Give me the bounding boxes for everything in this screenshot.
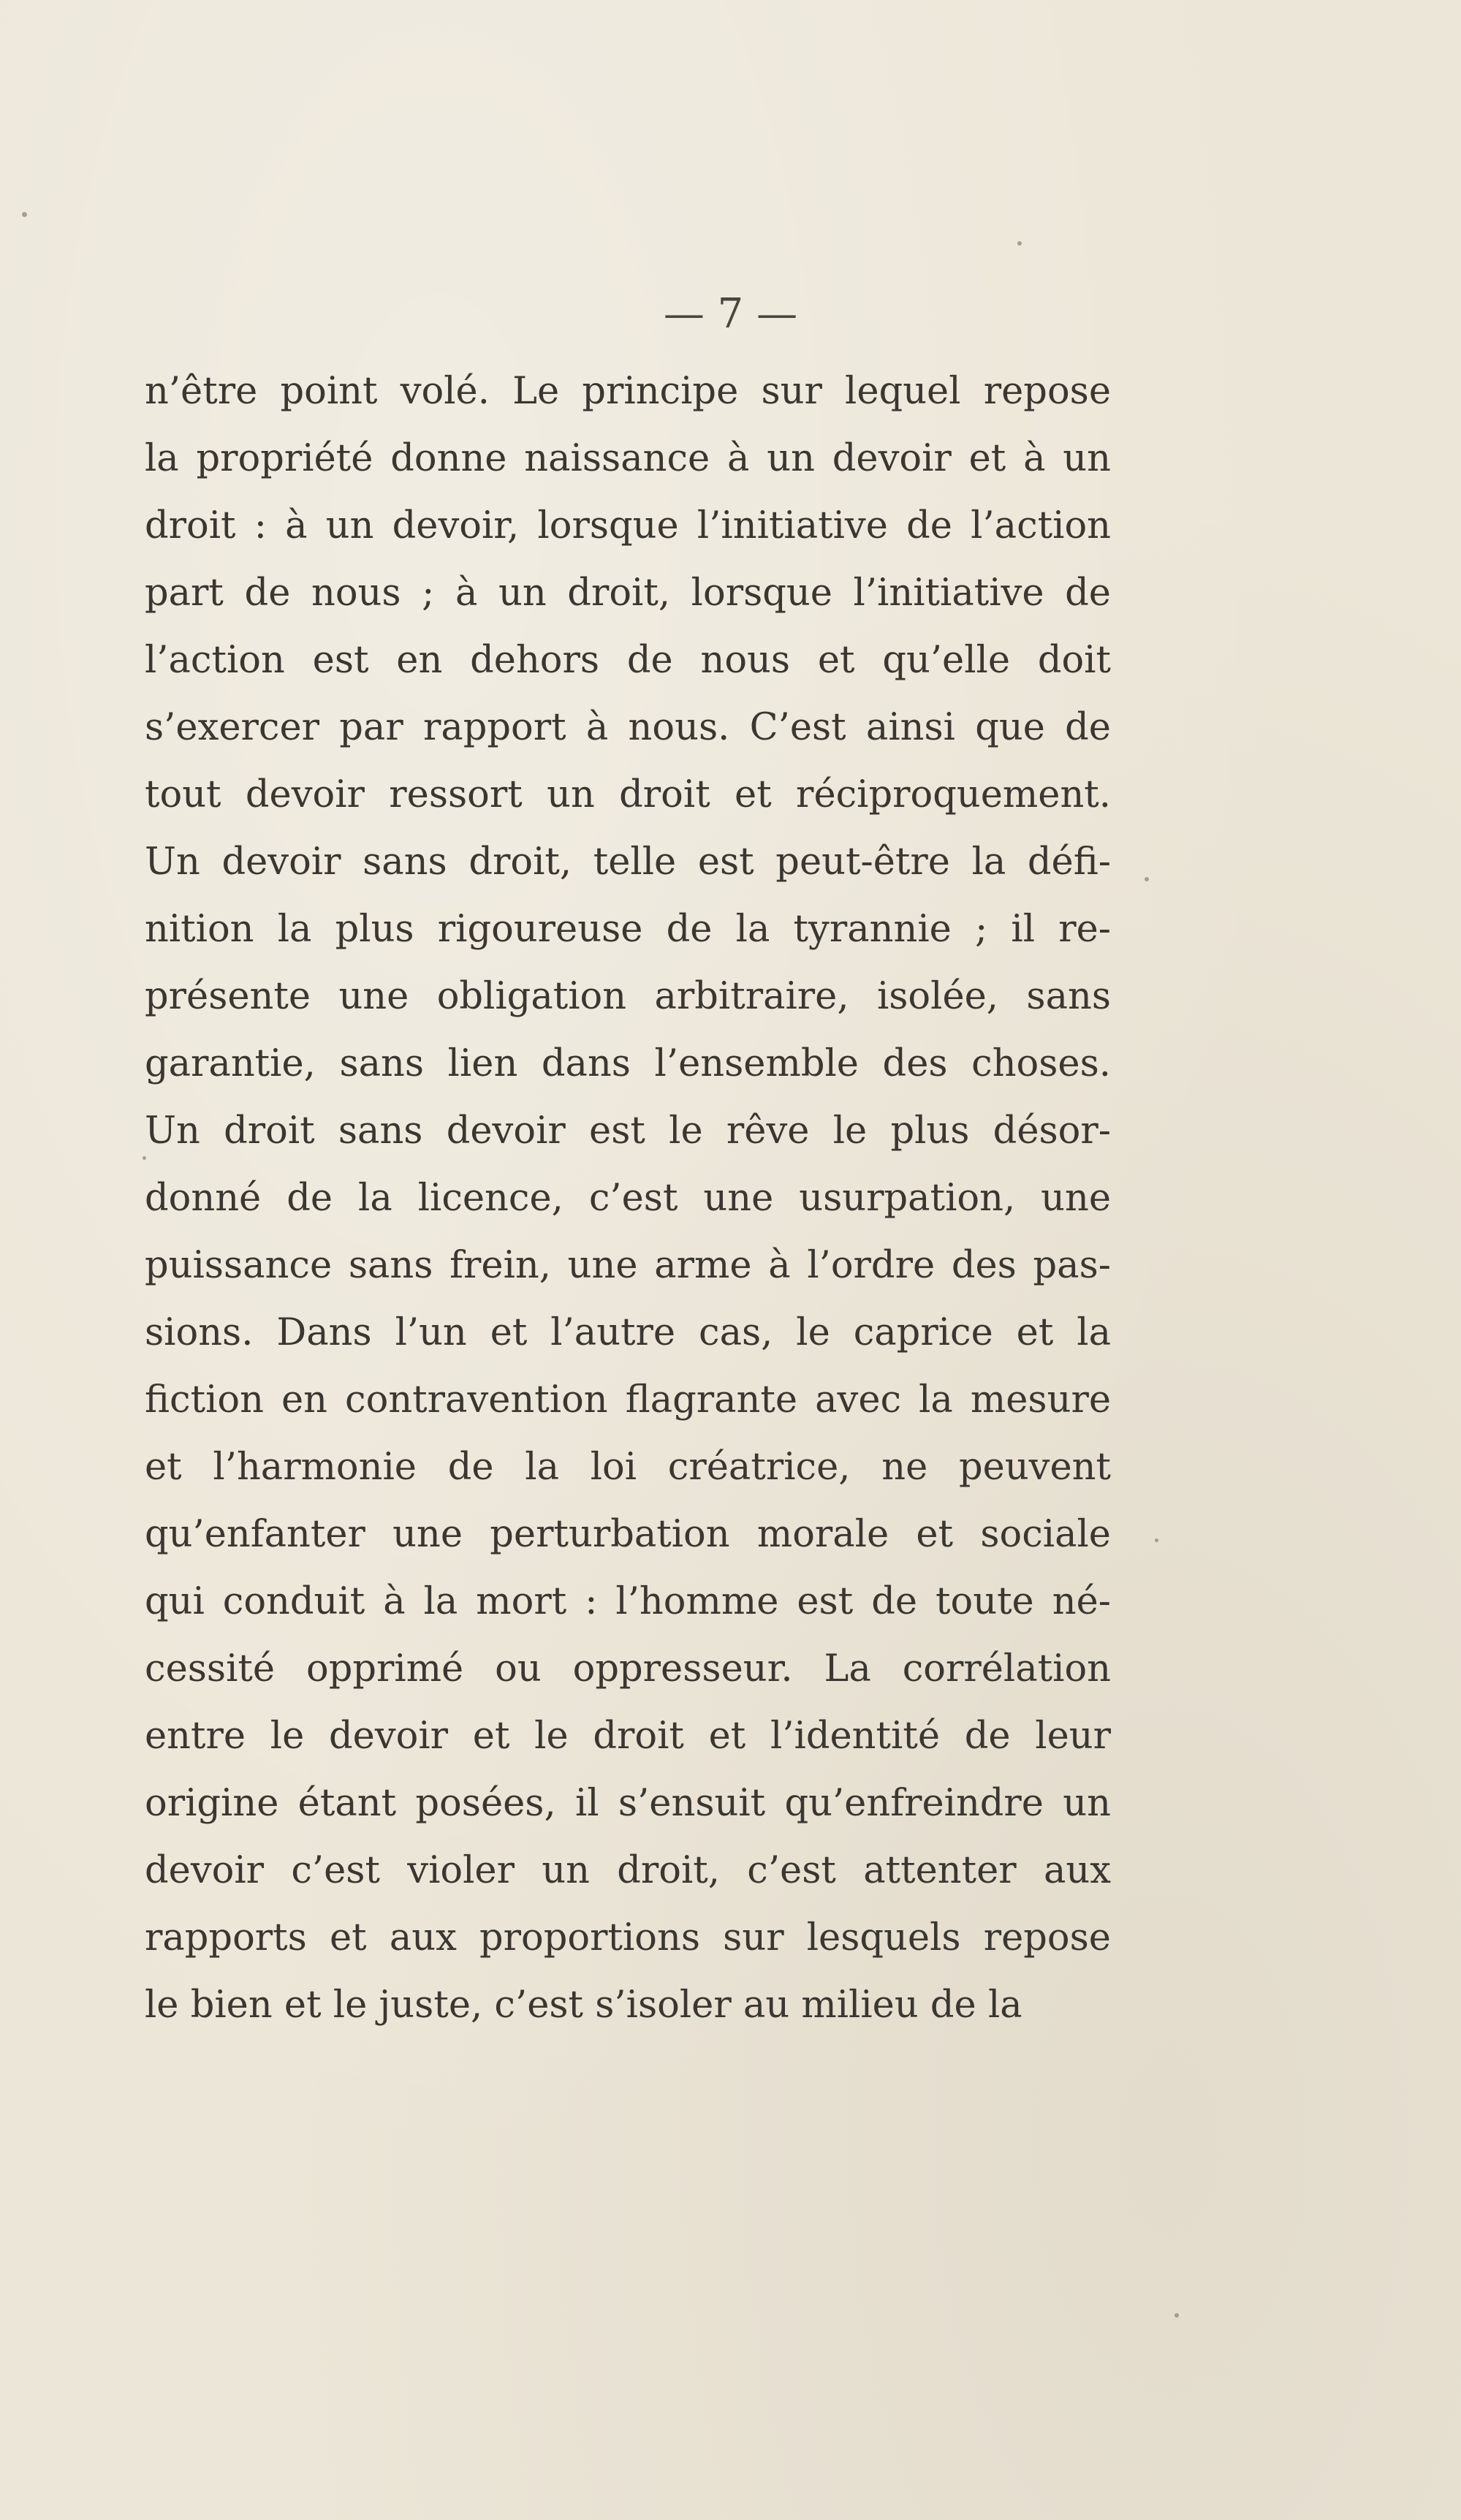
paper-speck [1017, 241, 1022, 246]
text-line: garantie, sans lien dans l’ensemble des choses. [145, 1042, 1111, 1085]
text-line: Un devoir sans droit, telle est peut-être la défi- [145, 840, 1111, 884]
text-line: s’exercer par rapport à nous. C’est ainsi que de [145, 706, 1111, 749]
text-line: qu’enfanter une perturbation morale et sociale [145, 1513, 1111, 1556]
body-text [145, 358, 1111, 2039]
text-line: fiction en contravention flagrante avec la mesure [145, 1378, 1111, 1422]
text-line: la propriété donne naissance à un devoir et à un [145, 437, 1111, 480]
paper-speck [22, 212, 27, 217]
page-number: — 7 — [663, 290, 798, 338]
paper-speck [1155, 1538, 1158, 1542]
text-line: entre le devoir et le droit et l’identité de leur [145, 1715, 1111, 1758]
paper-speck [1175, 2313, 1179, 2318]
text-line: part de nous ; à un droit, lorsque l’initiative de [145, 572, 1111, 615]
text-line: rapports et aux proportions sur lesquels repose [145, 1916, 1111, 1959]
text-line: présente une obligation arbitraire, isolée, sans [145, 975, 1111, 1018]
text-line: devoir c’est violer un droit, c’est attenter aux [145, 1849, 1111, 1892]
text-line: donné de la licence, c’est une usurpation, une [145, 1177, 1111, 1220]
paper-speck [143, 1156, 146, 1160]
text-line: Un droit sans devoir est le rêve le plus désor- [145, 1109, 1111, 1153]
text-line: sions. Dans l’un et l’autre cas, le caprice et la [145, 1311, 1111, 1354]
text-line: tout devoir ressort un droit et réciproquement. [145, 773, 1111, 816]
text-line: origine étant posées, il s’ensuit qu’enfreindre un [145, 1782, 1111, 1825]
text-line: droit : à un devoir, lorsque l’initiative de l’action [145, 504, 1111, 547]
text-line: nition la plus rigoureuse de la tyrannie ; il re- [145, 908, 1111, 951]
text-line: qui conduit à la mort : l’homme est de toute né- [145, 1580, 1111, 1623]
text-line: et l’harmonie de la loi créatrice, ne peuvent [145, 1446, 1111, 1489]
text-line: cessité opprimé ou oppresseur. La corrélation [145, 1647, 1111, 1690]
text-line: le bien et le juste, c’est s’isoler au milieu de la [145, 1984, 1022, 2027]
text-line: n’être point volé. Le principe sur lequel repose [145, 370, 1111, 413]
text-line: puissance sans frein, une arme à l’ordre des pas- [145, 1244, 1111, 1287]
text-line: l’action est en dehors de nous et qu’elle doit [145, 639, 1111, 682]
paper-speck [1145, 877, 1149, 881]
